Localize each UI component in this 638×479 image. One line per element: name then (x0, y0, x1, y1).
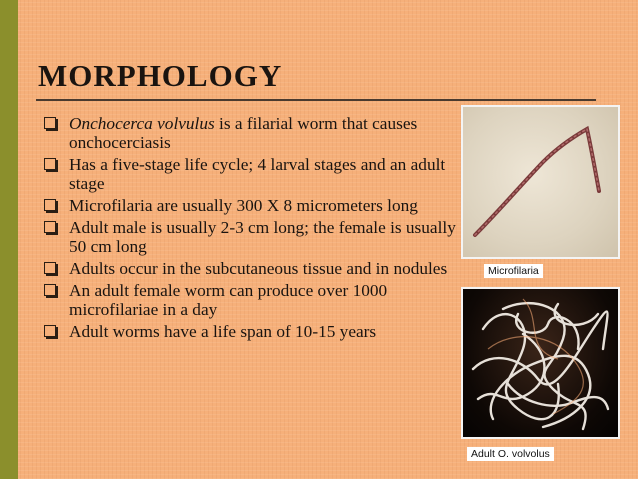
title-underline (36, 99, 596, 101)
bullet-item (44, 259, 456, 278)
microfilaria-caption: Microfilaria (484, 264, 543, 278)
bullet-item (44, 218, 456, 256)
bullet-text: An adult female worm can produce over 1000 microfilariae in a day (69, 281, 388, 319)
adult-worm-caption: Adult O. volvolus (467, 447, 554, 461)
adult-worm-illustration (463, 289, 618, 437)
square-bullet-icon (44, 158, 56, 170)
square-bullet-icon (44, 325, 56, 337)
square-bullet-icon (44, 199, 56, 211)
bullet-item (44, 196, 456, 215)
bullet-item (44, 322, 456, 341)
accent-bar (0, 0, 18, 479)
bullet-item (44, 114, 456, 152)
bullet-item (44, 155, 456, 193)
adult-worm-photo (461, 287, 620, 439)
square-bullet-icon (44, 221, 56, 233)
bullet-list (44, 114, 456, 344)
square-bullet-icon (44, 117, 56, 129)
species-name: Onchocerca volvulus (69, 114, 215, 133)
bullet-text: Adults occur in the subcutaneous tissue and in nodules (69, 259, 448, 278)
bullet-text: Microfilaria are usually 300 X 8 micrometers long (69, 196, 418, 215)
microfilaria-illustration (463, 107, 618, 257)
bullet-item (44, 281, 456, 319)
microfilaria-photo (461, 105, 620, 259)
slide-title: MORPHOLOGY (38, 58, 283, 93)
square-bullet-icon (44, 262, 56, 274)
square-bullet-icon (44, 284, 56, 296)
bullet-text: is a filarial worm that causes onchocerciasis (69, 114, 418, 152)
bullet-text: Has a five-stage life cycle; 4 larval stages and an adult stage (69, 155, 446, 193)
bullet-text: Adult worms have a life span of 10-15 years (69, 322, 377, 341)
bullet-text: Adult male is usually 2-3 cm long; the female is usually 50 cm long (69, 218, 456, 256)
